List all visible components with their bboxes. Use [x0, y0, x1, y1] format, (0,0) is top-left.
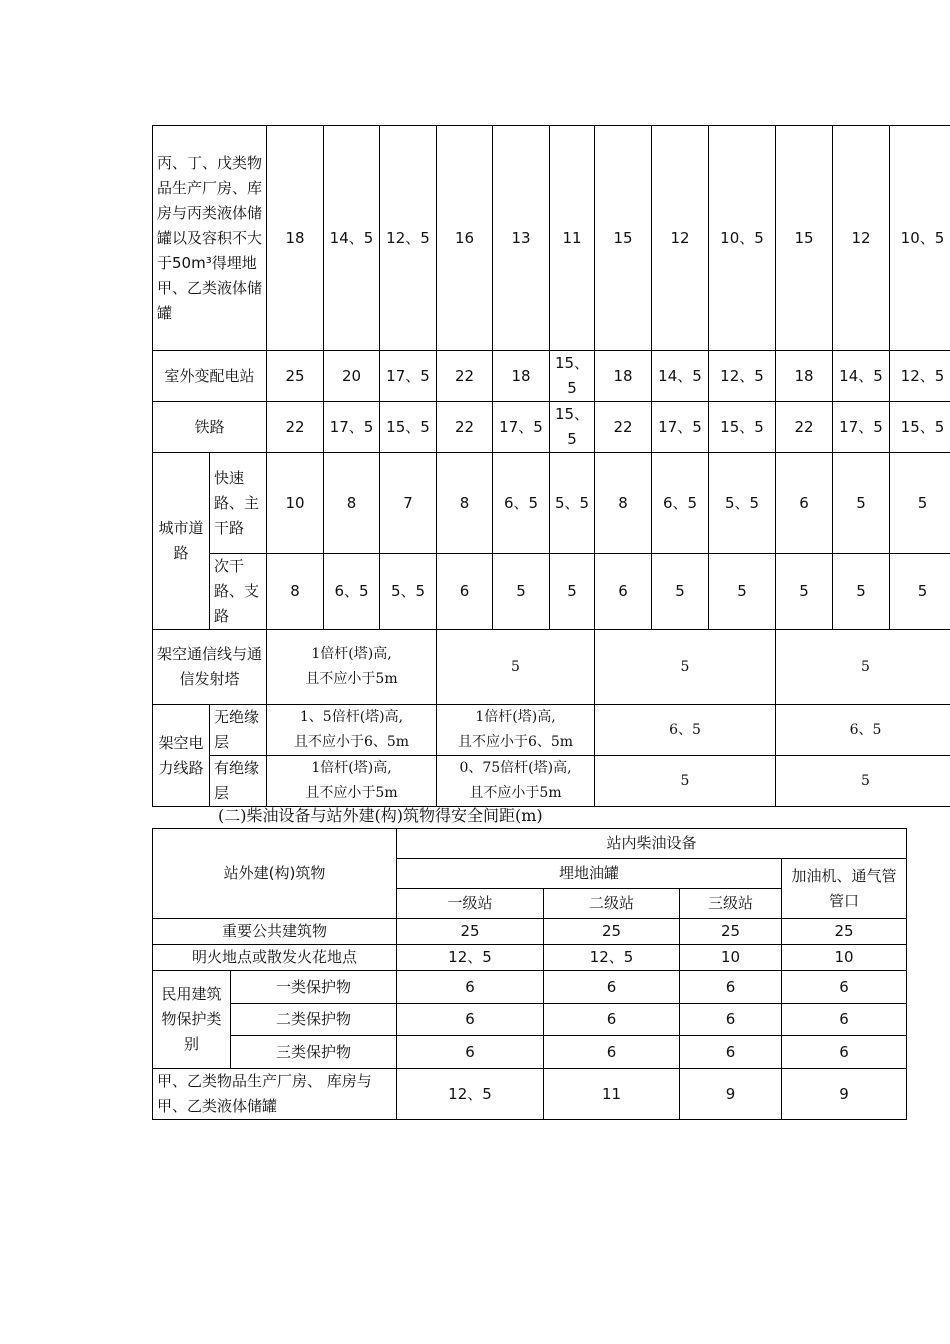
cell: 8 [595, 453, 652, 554]
row-label: 重要公共建筑物 [153, 919, 397, 945]
road-group-label: 城市道路 [153, 453, 210, 630]
cell: 5 [833, 554, 890, 630]
cell: 17、5 [493, 402, 550, 453]
cell: 14、5 [833, 351, 890, 402]
cell: 8 [437, 453, 493, 554]
cell: 5 [776, 554, 833, 630]
cell: 18 [267, 126, 324, 351]
cell: 25 [680, 919, 782, 945]
cell: 10 [267, 453, 324, 554]
spacing-table-continued [152, 125, 950, 807]
cell: 6 [776, 453, 833, 554]
merged-cell: 6、5 [595, 705, 776, 756]
row-label: 有绝缘层 [210, 756, 267, 807]
cell: 6 [544, 1004, 680, 1036]
cell: 6 [680, 1036, 782, 1069]
cell: 12、5 [544, 945, 680, 971]
cell: 11 [544, 1069, 680, 1120]
row-label: 快速路、主干路 [210, 453, 267, 554]
row-label: 铁路 [153, 402, 267, 453]
cell: 12 [833, 126, 890, 351]
row-label: 架空通信线与通信发射塔 [153, 630, 267, 705]
cell: 17、5 [380, 351, 437, 402]
merged-cell: 5 [776, 756, 950, 807]
merged-cell: 6、5 [776, 705, 950, 756]
cell: 6、5 [652, 453, 709, 554]
cell: 12、5 [380, 126, 437, 351]
table-row [153, 1036, 907, 1069]
cell: 15 [595, 126, 652, 351]
header-last: 加油机、通气管管口 [782, 859, 907, 919]
cell: 22 [267, 402, 324, 453]
cell: 15、5 [890, 402, 950, 453]
cell: 6 [680, 971, 782, 1004]
cell: 5 [652, 554, 709, 630]
cell: 5 [890, 554, 950, 630]
table-row [153, 919, 907, 945]
merged-cell: 5 [595, 630, 776, 705]
power-group-label: 架空电力线路 [153, 705, 210, 807]
table-row [153, 1004, 907, 1036]
cell: 16 [437, 126, 493, 351]
cell: 14、5 [324, 126, 380, 351]
cell: 5 [890, 453, 950, 554]
cell: 12、5 [397, 945, 544, 971]
cell: 15 [776, 126, 833, 351]
cell: 15、5 [380, 402, 437, 453]
table-row [153, 756, 950, 807]
row-label: 甲、乙类物品生产厂房、 库房与甲、乙类液体储罐 [153, 1069, 397, 1120]
table-row [153, 630, 950, 705]
table-row [153, 971, 907, 1004]
cell: 6、5 [493, 453, 550, 554]
header-level: 二级站 [544, 889, 680, 919]
header-group: 站内柴油设备 [397, 829, 907, 859]
cell: 9 [782, 1069, 907, 1120]
cell: 6 [782, 971, 907, 1004]
row-label: 三类保护物 [231, 1036, 397, 1069]
cell: 17、5 [324, 402, 380, 453]
cell: 17、5 [652, 402, 709, 453]
cell: 9 [680, 1069, 782, 1120]
cell: 6、5 [324, 554, 380, 630]
cell: 25 [544, 919, 680, 945]
civil-group-label: 民用建筑物保护类别 [153, 971, 231, 1069]
cell: 6 [437, 554, 493, 630]
cell: 8 [324, 453, 380, 554]
table-row [153, 126, 950, 351]
cell: 14、5 [652, 351, 709, 402]
cell: 15、5 [709, 402, 776, 453]
row-label: 明火地点或散发火花地点 [153, 945, 397, 971]
cell: 5 [550, 554, 595, 630]
cell: 17、5 [833, 402, 890, 453]
table-row [153, 1069, 907, 1120]
cell: 20 [324, 351, 380, 402]
cell: 5、5 [709, 453, 776, 554]
merged-cell: 5 [776, 630, 950, 705]
merged-cell: 1倍杆(塔)高, 且不应小于6、5m [437, 705, 595, 756]
merged-cell: 0、75倍杆(塔)高, 且不应小于5m [437, 756, 595, 807]
cell: 6 [782, 1004, 907, 1036]
cell: 12、5 [890, 351, 950, 402]
cell: 22 [595, 402, 652, 453]
cell: 6 [782, 1036, 907, 1069]
table-row [153, 945, 907, 971]
cell: 18 [776, 351, 833, 402]
merged-cell: 5 [437, 630, 595, 705]
table-row [153, 351, 950, 402]
cell: 10 [680, 945, 782, 971]
cell: 7 [380, 453, 437, 554]
cell: 15、5 [550, 351, 595, 402]
cell: 22 [437, 351, 493, 402]
header-col0: 站外建(构)筑物 [153, 829, 397, 919]
cell: 6 [680, 1004, 782, 1036]
cell: 6 [397, 1036, 544, 1069]
header-subgroup: 埋地油罐 [397, 859, 782, 889]
cell: 12、5 [397, 1069, 544, 1120]
cell: 10 [782, 945, 907, 971]
table-row [153, 402, 950, 453]
merged-cell: 1、5倍杆(塔)高, 且不应小于6、5m [267, 705, 437, 756]
row-label: 次干路、支路 [210, 554, 267, 630]
cell: 13 [493, 126, 550, 351]
cell: 25 [782, 919, 907, 945]
cell: 5、5 [380, 554, 437, 630]
diesel-spacing-table [152, 828, 907, 1120]
cell: 6 [595, 554, 652, 630]
cell: 10、5 [709, 126, 776, 351]
cell: 25 [397, 919, 544, 945]
header-row [153, 829, 907, 859]
cell: 6 [544, 1036, 680, 1069]
cell: 5、5 [550, 453, 595, 554]
cell: 25 [267, 351, 324, 402]
row-label: 丙、丁、戊类物品生产厂房、库房与丙类液体储罐以及容积不大于50m³得埋地甲、乙类液体储罐 [153, 126, 267, 351]
cell: 11 [550, 126, 595, 351]
row-label: 无绝缘层 [210, 705, 267, 756]
cell: 10、5 [890, 126, 950, 351]
cell: 18 [595, 351, 652, 402]
row-label: 室外变配电站 [153, 351, 267, 402]
header-level: 一级站 [397, 889, 544, 919]
table-row [153, 554, 950, 630]
cell: 22 [776, 402, 833, 453]
cell: 6 [397, 971, 544, 1004]
merged-cell: 5 [595, 756, 776, 807]
cell: 12 [652, 126, 709, 351]
row-label: 一类保护物 [231, 971, 397, 1004]
cell: 5 [709, 554, 776, 630]
cell: 5 [493, 554, 550, 630]
cell: 22 [437, 402, 493, 453]
merged-cell: 1倍杆(塔)高, 且不应小于5m [267, 756, 437, 807]
cell: 15、5 [550, 402, 595, 453]
table-row [153, 453, 950, 554]
cell: 8 [267, 554, 324, 630]
cell: 6 [544, 971, 680, 1004]
merged-cell: 1倍杆(塔)高, 且不应小于5m [267, 630, 437, 705]
cell: 12、5 [709, 351, 776, 402]
header-level: 三级站 [680, 889, 782, 919]
row-label: 二类保护物 [231, 1004, 397, 1036]
cell: 6 [397, 1004, 544, 1036]
cell: 5 [833, 453, 890, 554]
table-row [153, 705, 950, 756]
cell: 18 [493, 351, 550, 402]
table-caption: (二)柴油设备与站外建(构)筑物得安全间距(m) [218, 806, 543, 825]
